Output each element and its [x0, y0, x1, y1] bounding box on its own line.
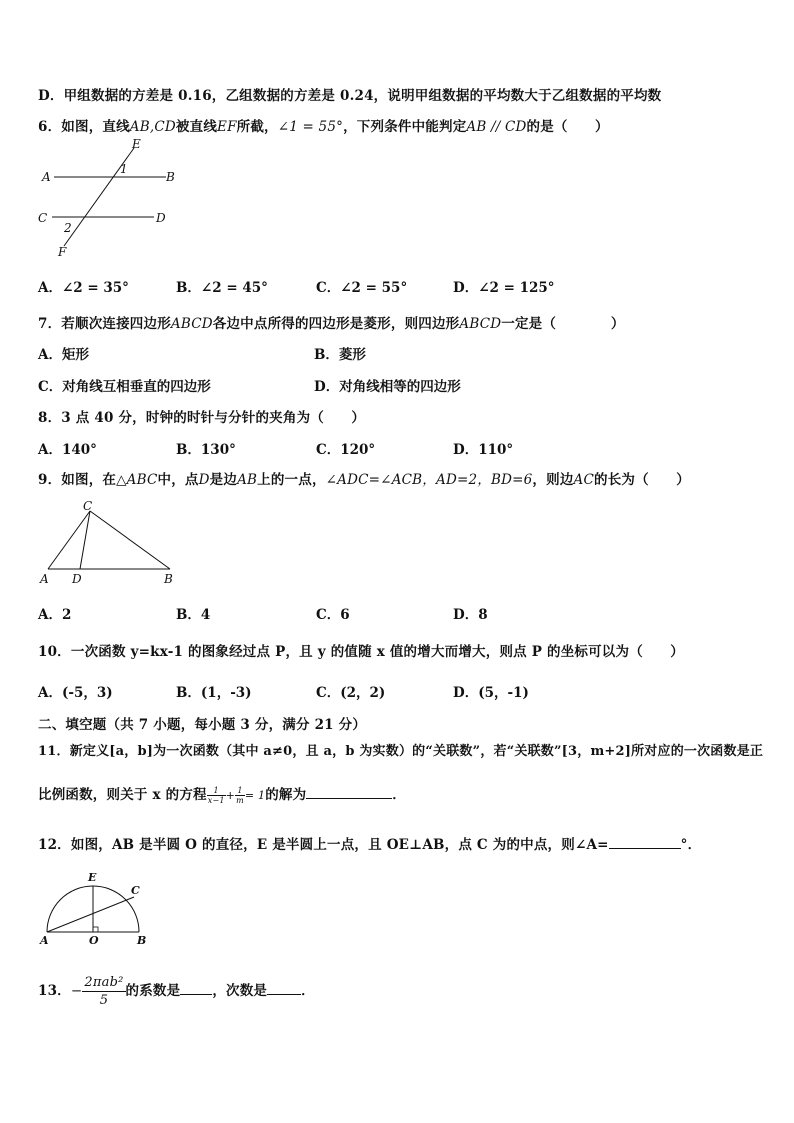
q13-fraction [82, 974, 125, 1009]
q13-stem [38, 974, 315, 1009]
q6-mid1: 被直线 [175, 119, 218, 135]
q11-equals: = 1 [244, 789, 266, 802]
q9-mid4: ，则边 [532, 472, 574, 488]
q12-text: 12．如图，AB 是半圆 O 的直径，E 是半圆上一点，且 OE⊥AB，点 C 为的中点，则∠A= [38, 837, 609, 853]
q6-mid3: ，下列条件中能判定 [343, 119, 467, 135]
q9-label-c: C [83, 499, 93, 513]
q6-parallel: AB // CD [466, 119, 527, 135]
q9-segment-cd [80, 511, 90, 569]
q9-triangle: △ABC [116, 472, 158, 488]
q9-figure [36, 496, 186, 588]
q6-label-d: D [156, 211, 166, 225]
q12-label-c: C [131, 884, 140, 897]
q7-abcd2: ABCD [459, 316, 502, 332]
q9-stem [38, 468, 690, 488]
q6-suffix: 的是（ ） [526, 119, 609, 135]
q6-option-c: C．∠2 = 55° [316, 280, 408, 296]
q7-option-a: A．矩形 [38, 347, 89, 363]
q10-option-c: C．(2，2) [316, 685, 386, 701]
q8-option-a: A．140° [38, 442, 97, 458]
q10-option-b: B．(1，-3) [176, 685, 252, 701]
q9-option-b: B．4 [176, 607, 211, 623]
q6-label-a: A [42, 170, 51, 184]
q6-option-b: B．∠2 = 45° [176, 280, 268, 296]
q11-f1-denominator: x−1 [207, 796, 225, 805]
q13-denominator: 5 [99, 993, 109, 1008]
q8-option-b: B．130° [176, 442, 236, 458]
q12-figure [36, 866, 158, 950]
q6-label-e: E [132, 137, 141, 151]
q12-chord-ac [47, 897, 134, 932]
q9-mid3: 上的一点， [257, 472, 326, 488]
q11-answer-blank[interactable] [306, 786, 392, 799]
q9-side-bc [90, 511, 170, 569]
q6-label-b: B [166, 170, 175, 184]
q11-f2-numerator: 1 [235, 786, 245, 796]
q13-coefficient-blank[interactable] [180, 982, 212, 995]
q12-end: °． [680, 837, 702, 853]
q6-option-d: D．∠2 = 125° [453, 280, 555, 296]
q9-ab: AB [237, 472, 258, 488]
q11-fraction-2 [235, 786, 245, 805]
q11-line2-prefix: 比例函数，则关于 x 的方程 [38, 787, 207, 803]
q5-option-d: D．甲组数据的方差是 0.16，乙组数据的方差是 0.24，说明甲组数据的平均数大于乙组数据的平均数 [38, 88, 662, 104]
q11-f2-denominator: m [236, 796, 244, 805]
q7-option-d: D．对角线相等的四边形 [314, 379, 461, 395]
q11-line1: 11．新定义[a，b]为一次函数（其中 a≠0，且 a，b 为实数）的“关联数”，若“关联数”[3，m+2]所对应的一次函数是正 [38, 744, 764, 759]
q12-answer-blank[interactable] [609, 836, 681, 849]
section-2-heading: 二、填空题（共 7 小题，每小题 3 分，满分 21 分） [38, 717, 367, 733]
q10-stem: 10．一次函数 y=kx-1 的图象经过点 P，且 y 的值随 x 值的增大而增大，则点 P 的坐标可以为（ ） [38, 644, 684, 660]
q7-suffix: 一定是（ ） [501, 316, 625, 332]
q11-line2 [38, 783, 406, 805]
q13-numerator: 2πab² [84, 975, 124, 990]
q12-label-e: E [88, 871, 97, 884]
q11-line2-suffix: 的解为 [265, 787, 307, 803]
q6-ab-cd: AB,CD [129, 119, 176, 135]
q7-stem [38, 312, 625, 332]
q10-option-d: D．(5，-1) [453, 685, 529, 701]
q12-label-b: B [137, 934, 147, 947]
q9-label-b: B [164, 572, 173, 586]
q6-angle1: ∠1 = 55° [277, 119, 344, 135]
q8-option-d: D．110° [453, 442, 514, 458]
q6-label-2: 2 [64, 221, 72, 235]
q6-ef: EF [217, 119, 237, 135]
q6-label-f: F [58, 245, 67, 259]
q9-option-c: C．6 [316, 607, 350, 623]
q9-option-a: A．2 [38, 607, 72, 623]
q9-mid2: 是边 [209, 472, 238, 488]
q9-label-d: D [72, 572, 82, 586]
q7-option-b: B．菱形 [314, 347, 366, 363]
q12-right-angle-mark [93, 927, 98, 932]
q9-condition: ∠ADC=∠ACB，AD=2，BD=6 [325, 472, 533, 488]
q8-option-c: C．120° [316, 442, 376, 458]
q9-side-ac [48, 511, 90, 569]
q12-stem [38, 833, 701, 853]
q7-mid: 各边中点所得的四边形是菱形，则四边形 [212, 316, 460, 332]
q12-label-o: O [89, 934, 99, 947]
q13-prefix: 13． [38, 983, 71, 999]
q12-label-a: A [40, 934, 49, 947]
q6-label-1: 1 [120, 162, 128, 176]
q11-f1-numerator: 1 [207, 786, 226, 796]
q10-option-a: A．(-5，3) [38, 685, 113, 701]
q9-option-d: D．8 [453, 607, 488, 623]
q11-fraction-1 [207, 786, 226, 805]
q13-degree-blank[interactable] [267, 982, 301, 995]
q9-suffix: 的长为（ ） [594, 472, 690, 488]
q11-plus: + [225, 789, 236, 802]
q9-label-a: A [40, 572, 49, 586]
q13-mid: 的系数是 [125, 983, 181, 999]
q9-d: D [198, 472, 210, 488]
q6-option-a: A．∠2 = 35° [38, 280, 129, 296]
q13-mid2: ，次数是 [212, 983, 268, 999]
q9-ac: AC [573, 472, 595, 488]
q13-end: ． [301, 983, 315, 999]
q6-prefix: 6．如图，直线 [38, 119, 130, 135]
q7-prefix: 7．若顺次连接四边形 [38, 316, 171, 332]
q6-stem [38, 115, 609, 135]
q7-option-c: C．对角线互相垂直的四边形 [38, 379, 211, 395]
q6-figure [34, 136, 184, 260]
q9-mid1: 中，点 [157, 472, 199, 488]
q11-end: ． [392, 787, 406, 803]
q7-abcd1: ABCD [170, 316, 213, 332]
q8-stem: 8．3 点 40 分，时钟的时针与分针的夹角为（ ） [38, 410, 366, 426]
q9-prefix: 9．如图，在 [38, 472, 117, 488]
q13-minus: − [70, 983, 83, 999]
q6-mid2: 所截， [236, 119, 278, 135]
q6-label-c: C [38, 211, 48, 225]
